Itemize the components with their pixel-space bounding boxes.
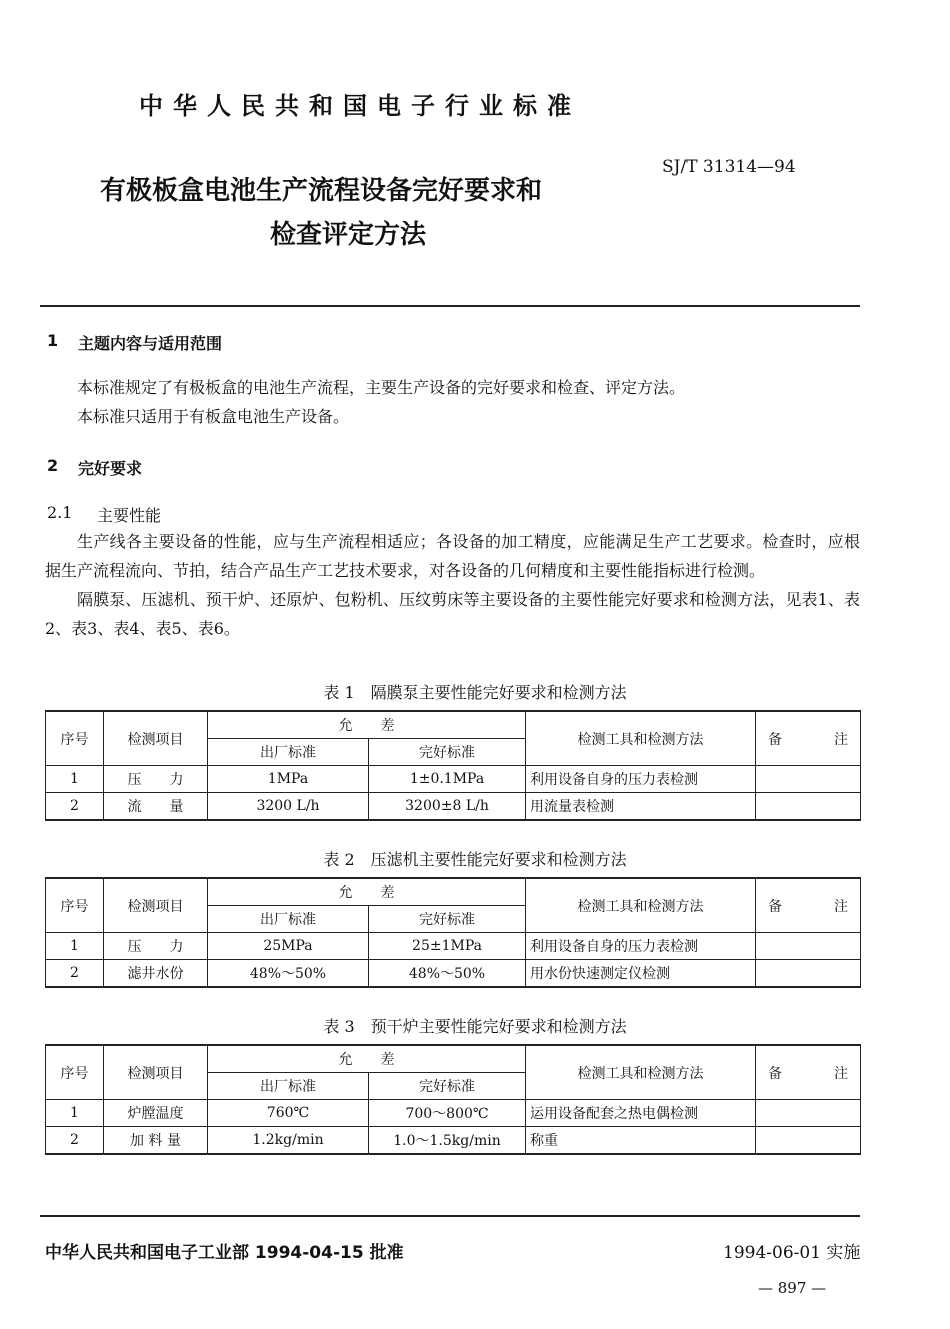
cell-item: 炉膛温度 bbox=[104, 1100, 208, 1127]
section-2-1-number: 2.1 bbox=[47, 503, 73, 522]
section-2-1-paragraph: 隔膜泵、压滤机、预干炉、还原炉、包粉机、压纹剪床等主要设备的主要性能完好要求和检测方法，见表1、表2、表3、表4、表5、表6。 bbox=[45, 590, 860, 638]
col-method: 检测工具和检测方法 bbox=[526, 1045, 756, 1100]
cell-seq: 1 bbox=[46, 766, 104, 793]
table-1 bbox=[45, 710, 861, 821]
cell-seq: 2 bbox=[46, 793, 104, 821]
standard-category-title: 中华人民共和国电子行业标准 bbox=[139, 92, 581, 120]
cell-item: 压 力 bbox=[104, 766, 208, 793]
cell-good: 48%～50% bbox=[369, 960, 526, 988]
cell-good: 3200±8 L/h bbox=[369, 793, 526, 821]
cell-item: 滤井水份 bbox=[104, 960, 208, 988]
col-good: 完好标准 bbox=[369, 739, 526, 766]
document-title-line-1: 有极板盒电池生产流程设备完好要求和 bbox=[100, 176, 543, 206]
col-remark bbox=[756, 711, 861, 766]
col-item: 检测项目 bbox=[104, 711, 208, 766]
col-item: 检测项目 bbox=[104, 1045, 208, 1100]
col-tolerance: 允 差 bbox=[208, 711, 526, 739]
cell-method: 利用设备自身的压力表检测 bbox=[526, 933, 756, 960]
table-row bbox=[46, 1127, 861, 1155]
cell-item: 压 力 bbox=[104, 933, 208, 960]
effective-date: 1994-06-01 实施 bbox=[723, 1243, 861, 1263]
col-factory: 出厂标准 bbox=[208, 739, 369, 766]
cell-good: 700～800℃ bbox=[369, 1100, 526, 1127]
table-header-row bbox=[46, 878, 861, 906]
cell-seq: 1 bbox=[46, 1100, 104, 1127]
section-1-heading: 主题内容与适用范围 bbox=[78, 334, 223, 353]
section-1-paragraph: 本标准规定了有极板盒的电池生产流程，主要生产设备的完好要求和检查、评定方法。 bbox=[77, 378, 686, 397]
table-2-caption: 表 2 压滤机主要性能完好要求和检测方法 bbox=[323, 850, 627, 869]
cell-factory: 1MPa bbox=[208, 766, 369, 793]
table-row bbox=[46, 933, 861, 960]
col-tolerance: 允 差 bbox=[208, 1045, 526, 1073]
table-header-row bbox=[46, 1045, 861, 1073]
col-seq: 序号 bbox=[46, 878, 104, 933]
cell-item: 流 量 bbox=[104, 793, 208, 821]
col-item: 检测项目 bbox=[104, 878, 208, 933]
cell-item: 加 料 量 bbox=[104, 1127, 208, 1155]
cell-factory: 25MPa bbox=[208, 933, 369, 960]
table-row bbox=[46, 1100, 861, 1127]
header-divider bbox=[40, 305, 860, 307]
cell-method: 利用设备自身的压力表检测 bbox=[526, 766, 756, 793]
col-remark-b: 注 bbox=[834, 731, 848, 748]
section-2-1-paragraph: 生产线各主要设备的性能，应与生产流程相适应；各设备的加工精度，应能满足生产工艺要求。检查时，应根据生产流程流向、节拍，结合产品生产工艺技术要求，对各设备的几何精度和主要性能指标进行检测。 bbox=[45, 532, 860, 580]
col-remark-a: 备 bbox=[768, 898, 782, 915]
col-method: 检测工具和检测方法 bbox=[526, 711, 756, 766]
cell-factory: 1.2kg/min bbox=[208, 1127, 369, 1155]
col-remark-a: 备 bbox=[768, 731, 782, 748]
table-3 bbox=[45, 1044, 861, 1155]
col-seq: 序号 bbox=[46, 711, 104, 766]
cell-method: 用水份快速测定仪检测 bbox=[526, 960, 756, 988]
cell-seq: 2 bbox=[46, 1127, 104, 1155]
page-number: — 897 — bbox=[758, 1279, 827, 1297]
cell-factory: 3200 L/h bbox=[208, 793, 369, 821]
cell-good: 1.0～1.5kg/min bbox=[369, 1127, 526, 1155]
document-number: SJ/T 31314—94 bbox=[662, 157, 796, 177]
cell-seq: 2 bbox=[46, 960, 104, 988]
col-good: 完好标准 bbox=[369, 906, 526, 933]
cell-seq: 1 bbox=[46, 933, 104, 960]
col-remark-b: 注 bbox=[834, 1065, 848, 1082]
document-title-line-2: 检查评定方法 bbox=[270, 220, 427, 250]
section-1-number: 1 bbox=[47, 331, 59, 350]
footer-divider bbox=[40, 1215, 860, 1217]
cell-remark bbox=[756, 1127, 861, 1155]
col-seq: 序号 bbox=[46, 1045, 104, 1100]
col-method: 检测工具和检测方法 bbox=[526, 878, 756, 933]
section-2-heading: 完好要求 bbox=[78, 459, 143, 478]
col-remark-b: 注 bbox=[834, 898, 848, 915]
col-factory: 出厂标准 bbox=[208, 906, 369, 933]
section-2-1-body bbox=[45, 527, 860, 643]
cell-factory: 760℃ bbox=[208, 1100, 369, 1127]
section-2-number: 2 bbox=[47, 456, 59, 475]
section-1-body bbox=[45, 373, 860, 431]
approval-line: 中华人民共和国电子工业部 1994-04-15 批准 bbox=[45, 1243, 404, 1263]
cell-remark bbox=[756, 1100, 861, 1127]
section-2-1-heading: 主要性能 bbox=[97, 506, 162, 525]
table-2 bbox=[45, 877, 861, 988]
cell-remark bbox=[756, 933, 861, 960]
col-factory: 出厂标准 bbox=[208, 1073, 369, 1100]
cell-method: 称重 bbox=[526, 1127, 756, 1155]
cell-remark bbox=[756, 766, 861, 793]
cell-factory: 48%～50% bbox=[208, 960, 369, 988]
cell-remark bbox=[756, 960, 861, 988]
table-row bbox=[46, 960, 861, 988]
table-1-caption: 表 1 隔膜泵主要性能完好要求和检测方法 bbox=[323, 683, 627, 702]
cell-good: 25±1MPa bbox=[369, 933, 526, 960]
col-good: 完好标准 bbox=[369, 1073, 526, 1100]
cell-method: 运用设备配套之热电偶检测 bbox=[526, 1100, 756, 1127]
col-remark bbox=[756, 878, 861, 933]
col-tolerance: 允 差 bbox=[208, 878, 526, 906]
table-row bbox=[46, 766, 861, 793]
col-remark-a: 备 bbox=[768, 1065, 782, 1082]
table-row bbox=[46, 793, 861, 821]
cell-method: 用流量表检测 bbox=[526, 793, 756, 821]
table-3-caption: 表 3 预干炉主要性能完好要求和检测方法 bbox=[323, 1017, 627, 1036]
section-1-paragraph: 本标准只适用于有板盒电池生产设备。 bbox=[77, 407, 350, 426]
col-remark bbox=[756, 1045, 861, 1100]
cell-good: 1±0.1MPa bbox=[369, 766, 526, 793]
table-header-row bbox=[46, 711, 861, 739]
cell-remark bbox=[756, 793, 861, 821]
